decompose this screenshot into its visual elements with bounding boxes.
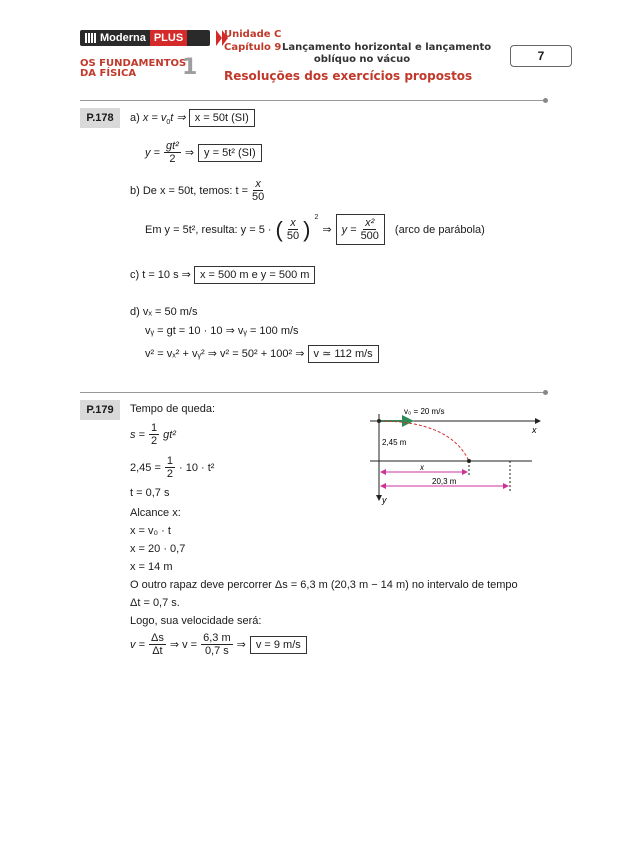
p178-a-line: [130, 111, 255, 126]
p178-b2-line: [145, 214, 485, 245]
p178-b-den: 50: [252, 191, 265, 203]
p178-a-rest: t ⇒: [170, 112, 186, 124]
p179-l3-num: 1: [166, 455, 174, 467]
unit-label: Unidade C: [224, 29, 282, 40]
p179-l9: O outro rapaz deve percorrer Δs = 6,3 m (20,3 m − 14 m) no intervalo de tempo: [130, 579, 518, 591]
p178-a-answer-box: x = 50t (SI): [189, 109, 255, 127]
divider-1: [80, 100, 545, 101]
p179-l12: [130, 632, 307, 657]
p179-l3-frac: [165, 455, 175, 480]
grid-icon: [85, 33, 97, 43]
p178-b2-note: (arco de parábola): [394, 223, 485, 236]
chapter-label: Capítulo 9: [224, 42, 282, 53]
p179-l3-lhs: 2,45 =: [130, 461, 161, 474]
p179-answer-box: v = 9 m/s: [250, 636, 307, 654]
page-number: 7: [510, 45, 572, 67]
section-title: Resoluções dos exercícios propostos: [224, 69, 473, 83]
p178-b2-frac: [287, 217, 299, 242]
chapter-title-2: oblíquo no vácuo: [313, 54, 411, 65]
p179-l12-num2: 6,3 m: [203, 632, 231, 644]
p179-l12-mid: ⇒ v =: [169, 639, 198, 651]
p178-b2-arrow: ⇒: [322, 224, 332, 236]
p178-b2-exp: 2: [314, 214, 319, 221]
p179-l12-frac1: [149, 632, 166, 657]
p179-l12-den: Δt: [152, 645, 163, 657]
p179-l12-frac2: [201, 632, 233, 657]
p179-l1: Tempo de queda:: [130, 403, 216, 415]
p179-l2-lhs: s =: [130, 428, 145, 441]
p178-y-arrow: ⇒: [184, 147, 195, 159]
launch-point: [377, 419, 381, 423]
p179-l3: [130, 455, 214, 480]
p178-d3-line: [145, 347, 379, 360]
p179-l2: [130, 422, 176, 447]
p179-l12-num: Δs: [150, 632, 164, 644]
p178-b-text: b) De x = 50t, temos: t =: [130, 184, 248, 197]
p178-b2-box-num: x²: [365, 217, 375, 229]
p178-b-num: x: [255, 178, 261, 190]
x-axis-label: x: [532, 425, 537, 435]
p179-l6: x = v₀ · t: [130, 525, 171, 537]
divider-dot-2: [543, 390, 548, 395]
p179-l4: t = 0,7 s: [130, 487, 170, 499]
p178-c-line: [130, 268, 315, 281]
p178-b-frac: [252, 178, 264, 203]
p178-b2-answer-box: [336, 214, 385, 245]
p179-l5: Alcance x:: [130, 507, 181, 519]
p178-c-text: c) t = 10 s ⇒: [130, 269, 191, 281]
p179-l2-den: 2: [150, 435, 158, 447]
series-title: [80, 59, 186, 79]
p178-a-prefix: a): [130, 112, 140, 124]
p178-a-sub: 0: [166, 119, 171, 127]
brand-name: Moderna: [100, 32, 146, 44]
p179-l2-rest: gt²: [163, 428, 176, 441]
p178-d3-text: v² = vₓ² + vᵧ² ⇒ v² = 50² + 100² ⇒: [145, 348, 305, 360]
p178-a-eq: x = v: [142, 112, 167, 124]
p178-d-answer-box: v ≃ 112 m/s: [308, 345, 379, 363]
p179-l7: x = 20 · 0,7: [130, 543, 186, 555]
series-line-2: DA FÍSICA: [80, 68, 137, 79]
p179-l10: Δt = 0,7 s.: [130, 597, 180, 609]
p178-b2-box-den: 500: [360, 230, 379, 242]
volume-number: 1: [182, 55, 198, 80]
right-paren: ): [303, 216, 311, 242]
p178-y-frac: [164, 140, 181, 165]
divider-2: [80, 392, 545, 393]
x-dim-label: x: [420, 463, 424, 472]
p179-l3-rest: · 10 · t²: [179, 461, 215, 474]
p179-l12-arrow: ⇒: [236, 639, 246, 651]
p178-b2-box-frac: [361, 217, 379, 242]
p178-c-answer-box: x = 500 m e y = 500 m: [194, 266, 315, 284]
series-line-1: OS FUNDAMENTOS: [80, 58, 187, 69]
p178-y-lhs: y =: [145, 146, 160, 159]
dist-label: 20,3 m: [432, 477, 457, 486]
height-label: 2,45 m: [382, 438, 407, 447]
p179-l3-den: 2: [166, 468, 174, 480]
problem-tag-179: P.179: [80, 400, 120, 420]
brand-logo: [80, 30, 210, 46]
p179-l12-den2: 0,7 s: [204, 645, 229, 657]
y-axis-label: y: [382, 495, 387, 505]
p178-b2-num: x: [290, 217, 296, 229]
p178-d1: d) vₓ = 50 m/s: [130, 306, 198, 318]
p179-l8: x = 14 m: [130, 561, 173, 573]
p179-l2-num: 1: [150, 422, 158, 434]
p178-y-num: gt²: [165, 140, 179, 152]
divider-dot-1: [543, 98, 548, 103]
brand-plus: PLUS: [150, 30, 187, 46]
projectile-diagram: [360, 400, 550, 510]
v0-label: v₀ = 20 m/s: [404, 407, 445, 416]
p179-l12-lhs: v =: [130, 638, 145, 651]
p178-y-answer-box: y = 5t² (SI): [198, 144, 262, 162]
p178-b-line: [130, 178, 264, 203]
p178-b2-den: 50: [286, 230, 300, 242]
p178-b2-box-lhs: y =: [341, 223, 357, 236]
p178-y-line: [145, 140, 262, 165]
p179-l2-frac: [149, 422, 159, 447]
p178-b2-text: Em y = 5t², resulta: y = 5 ·: [145, 223, 272, 236]
p178-y-den: 2: [169, 153, 176, 165]
problem-tag-178: P.178: [80, 108, 120, 128]
left-paren: (: [275, 216, 283, 242]
p179-l11: Logo, sua velocidade será:: [130, 615, 262, 627]
p178-d2: vᵧ = gt = 10 · 10 ⇒ vᵧ = 100 m/s: [145, 325, 299, 337]
chapter-title-1: Lançamento horizontal e lançamento: [282, 42, 492, 53]
